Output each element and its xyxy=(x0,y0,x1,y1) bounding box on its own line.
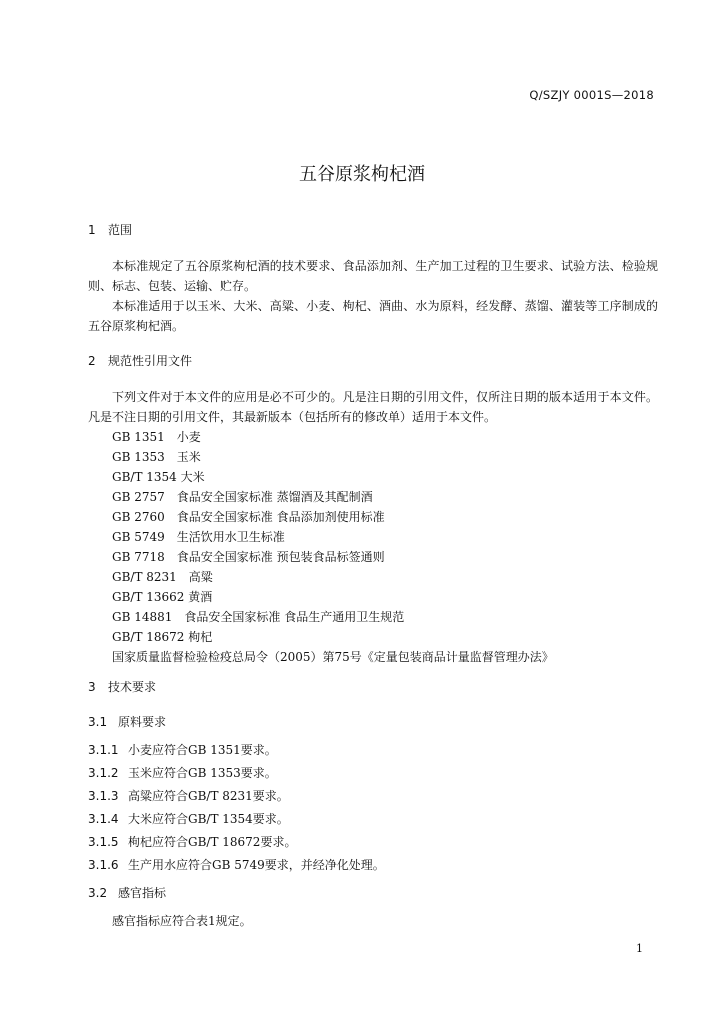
reference-item: GB 7718 食品安全国家标准 预包装食品标签通则 xyxy=(112,550,385,564)
section-heading-scope xyxy=(88,221,132,238)
subsection-number: 3.2 xyxy=(88,886,108,900)
clause-text: 生产用水应符合GB 5749要求，并经净化处理。 xyxy=(128,858,385,872)
clause-item xyxy=(88,810,289,827)
reference-item: GB/T 8231 高粱 xyxy=(112,570,213,584)
scope-paragraph-2: 本标准适用于以玉米、大米、高粱、小麦、枸杞、酒曲、水为原料，经发酵、蒸馏、灌装等工序制成的五谷原浆枸杞酒。 xyxy=(88,299,658,333)
page-number: 1 xyxy=(636,942,643,955)
subsection-heading-raw-materials xyxy=(88,713,166,730)
reference-item: GB 1351 小麦 xyxy=(112,430,201,444)
clause-text: 小麦应符合GB 1351要求。 xyxy=(128,743,277,757)
subsection-title: 原料要求 xyxy=(118,715,167,729)
section-heading-normative xyxy=(88,352,192,369)
clause-number: 3.1.6 xyxy=(88,858,119,872)
reference-item: GB 14881 食品安全国家标准 食品生产通用卫生规范 xyxy=(112,610,405,624)
subsection-heading-sensory xyxy=(88,884,166,901)
reference-item: GB/T 13662 黄酒 xyxy=(112,590,213,604)
section-title: 范围 xyxy=(108,223,133,237)
scope-body xyxy=(88,256,658,336)
scope-paragraph-1: 本标准规定了五谷原浆枸杞酒的技术要求、食品添加剂、生产加工过程的卫生要求、试验方法、检验规则、标志、包装、运输、贮存。 xyxy=(88,259,658,293)
clause-number: 3.1.1 xyxy=(88,743,119,757)
clause-item xyxy=(88,741,277,758)
clause-item xyxy=(88,856,385,873)
normative-intro xyxy=(88,387,658,427)
reference-item: GB 5749 生活饮用水卫生标准 xyxy=(112,530,285,544)
clause-text: 高粱应符合GB/T 8231要求。 xyxy=(128,789,289,803)
clause-text: 大米应符合GB/T 1354要求。 xyxy=(128,812,289,826)
clause-item xyxy=(88,833,296,850)
reference-item: GB/T 1354 大米 xyxy=(112,470,205,484)
section-title: 规范性引用文件 xyxy=(108,354,193,368)
subsection-title: 感官指标 xyxy=(118,886,167,900)
reference-item: 国家质量监督检验检疫总局令（2005）第75号《定量包装商品计量监督管理办法》 xyxy=(112,650,554,664)
clause-number: 3.1.2 xyxy=(88,766,119,780)
section-number: 2 xyxy=(88,354,96,368)
clause-item xyxy=(88,764,277,781)
clause-number: 3.1.3 xyxy=(88,789,119,803)
reference-item: GB/T 18672 枸杞 xyxy=(112,630,213,644)
standard-code: Q/SZJY 0001S—2018 xyxy=(529,88,654,102)
reference-item: GB 2760 食品安全国家标准 食品添加剂使用标准 xyxy=(112,510,385,524)
reference-item: GB 2757 食品安全国家标准 蒸馏酒及其配制酒 xyxy=(112,490,373,504)
section-number: 1 xyxy=(88,223,96,237)
section-number: 3 xyxy=(88,680,96,694)
clause-item xyxy=(88,787,289,804)
clause-text: 玉米应符合GB 1353要求。 xyxy=(128,766,277,780)
subsection-number: 3.1 xyxy=(88,715,108,729)
reference-item: GB 1353 玉米 xyxy=(112,450,201,464)
section-title: 技术要求 xyxy=(108,680,157,694)
section-heading-technical xyxy=(88,678,156,695)
clause-number: 3.1.4 xyxy=(88,812,119,826)
sensory-text: 感官指标应符合表1规定。 xyxy=(112,914,252,928)
normative-intro-text: 下列文件对于本文件的应用是必不可少的。凡是注日期的引用文件，仅所注日期的版本适用于本文件。凡是不注日期的引用文件，其最新版本（包括所有的修改单）适用于本文件。 xyxy=(88,390,658,424)
clause-number: 3.1.5 xyxy=(88,835,119,849)
document-title: 五谷原浆枸杞酒 xyxy=(299,164,425,185)
clause-text: 枸杞应符合GB/T 18672要求。 xyxy=(128,835,297,849)
